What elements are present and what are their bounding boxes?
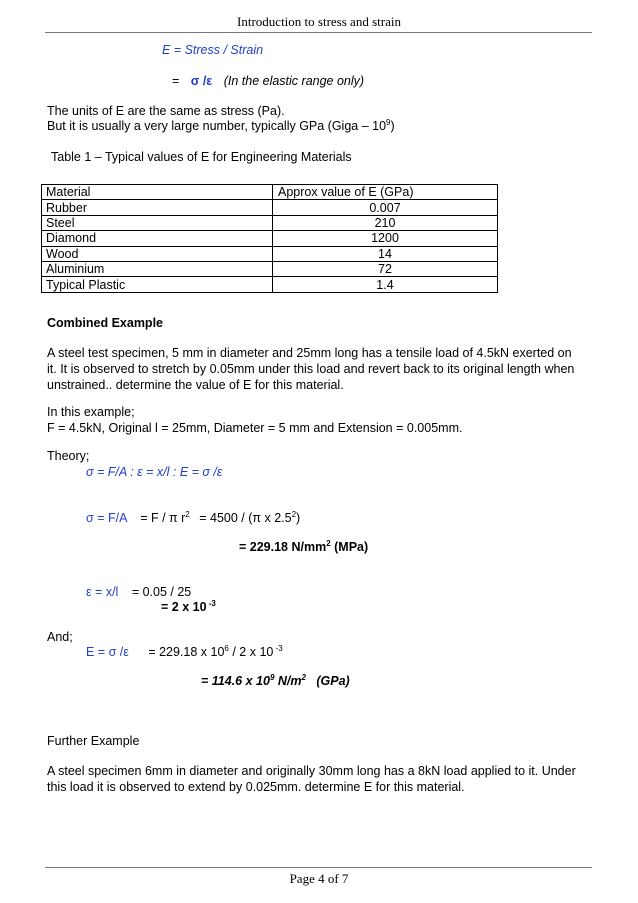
table-row xyxy=(42,231,498,246)
material-cell: Aluminium xyxy=(42,261,273,276)
equals-sign: = xyxy=(172,74,180,88)
modulus-rhs xyxy=(148,645,282,659)
theory-formulas: σ = F/A : ε = x/l : E = σ /ε xyxy=(86,465,223,479)
modulus-result xyxy=(201,674,350,688)
strain-calculation xyxy=(86,585,191,599)
value-cell: 210 xyxy=(273,215,498,230)
material-cell: Diamond xyxy=(42,231,273,246)
paragraph-line: unstrained.. determine the value of E for this material. xyxy=(47,378,344,392)
table-row xyxy=(42,215,498,230)
paragraph-line: A steel specimen 6mm in diameter and originally 30mm long has a 8kN load applied to it. Under xyxy=(47,764,576,778)
paragraph-line: In this example; xyxy=(47,405,135,419)
combined-example-heading: Combined Example xyxy=(47,316,163,330)
modulus-rhs-exponent-2: -3 xyxy=(273,643,283,653)
column-header-material: Material xyxy=(42,185,273,200)
material-cell: Steel xyxy=(42,215,273,230)
material-cell: Rubber xyxy=(42,200,273,215)
elastic-range-note: (In the elastic range only) xyxy=(223,74,365,88)
value-cell: 1.4 xyxy=(273,277,498,292)
further-example-paragraph xyxy=(47,763,595,795)
material-cell: Wood xyxy=(42,246,273,261)
stress-rhs-b-exponent: 2 xyxy=(291,509,297,519)
combined-example-paragraph xyxy=(47,345,595,393)
units-line-2 xyxy=(47,119,395,133)
modulus-formula-line xyxy=(172,74,364,88)
modulus-table xyxy=(41,184,498,293)
strain-result xyxy=(161,600,216,614)
units-line-2-text: But it is usually a very large number, typically GPa (Giga – 10 xyxy=(47,119,387,133)
value-cell: 14 xyxy=(273,246,498,261)
header-rule xyxy=(45,32,592,33)
units-line-1: The units of E are the same as stress (Pa). xyxy=(47,104,285,118)
value-cell: 1200 xyxy=(273,231,498,246)
strain-result-exponent: -3 xyxy=(206,598,216,608)
modulus-rhs-exponent-1: 6 xyxy=(224,643,229,653)
modulus-result-exponent-2: 2 xyxy=(301,672,306,682)
example-given-values xyxy=(47,404,595,436)
table-row xyxy=(42,200,498,215)
strain-rhs: = 0.05 / 25 xyxy=(131,585,192,599)
stress-rhs-a xyxy=(140,511,190,525)
footer-rule xyxy=(45,867,592,868)
material-cell: Typical Plastic xyxy=(42,277,273,292)
column-header-value: Approx value of E (GPa) xyxy=(273,185,498,200)
paragraph-line: F = 4.5kN, Original l = 25mm, Diameter = 5 mm and Extension = 0.005mm. xyxy=(47,421,463,435)
modulus-lhs: E = σ /ε xyxy=(86,645,129,659)
strain-lhs: ε = x/l xyxy=(86,585,119,599)
page-number: Page 4 of 7 xyxy=(289,871,349,886)
table-row xyxy=(42,277,498,292)
stress-rhs-b-end: ) xyxy=(296,511,301,525)
modulus-rhs-text: = 229.18 x 10 xyxy=(148,645,225,659)
table-row xyxy=(42,261,498,276)
further-example-heading: Further Example xyxy=(47,734,140,748)
paragraph-line: it. It is observed to stretch by 0.05mm under this load and revert back to its original length when xyxy=(47,362,575,376)
modulus-definition: E = Stress / Strain xyxy=(162,43,264,57)
units-exponent: 9 xyxy=(386,117,391,127)
stress-lhs: σ = F/A xyxy=(86,511,127,525)
stress-result-text: = 229.18 N/mm xyxy=(239,540,327,554)
stress-result-exponent: 2 xyxy=(326,538,331,548)
stress-rhs-a-text: = F / π r xyxy=(140,511,186,525)
strain-result-text: = 2 x 10 xyxy=(161,600,207,614)
stress-rhs-a-exponent: 2 xyxy=(185,509,190,519)
modulus-result-text: = 114.6 x 10 xyxy=(201,674,270,688)
stress-rhs-b-text: = 4500 / (π x 2.5 xyxy=(199,511,292,525)
units-line-2-end: ) xyxy=(390,119,395,133)
value-cell: 0.007 xyxy=(273,200,498,215)
theory-label: Theory; xyxy=(47,449,90,463)
value-cell: 72 xyxy=(273,261,498,276)
modulus-rhs-mid: / 2 x 10 xyxy=(228,645,274,659)
table-header-row xyxy=(42,185,498,200)
stress-calculation xyxy=(86,511,300,525)
paragraph-line: A steel test specimen, 5 mm in diameter and 25mm long has a tensile load of 4.5kN exerted on xyxy=(47,346,572,360)
paragraph-line: this load it is observed to extend by 0.025mm. determine E for this material. xyxy=(47,780,465,794)
stress-result xyxy=(239,540,368,554)
table-caption: Table 1 – Typical values of E for Engineering Materials xyxy=(51,150,352,164)
stress-rhs-b xyxy=(199,511,300,525)
page-header-title: Introduction to stress and strain xyxy=(237,14,401,29)
modulus-result-unit: N/m xyxy=(274,674,302,688)
modulus-result-gpa: (GPa) xyxy=(305,674,350,688)
and-label: And; xyxy=(47,630,73,644)
sigma-over-epsilon: σ /ε xyxy=(190,74,213,88)
modulus-calculation xyxy=(86,645,283,659)
stress-result-unit: (MPa) xyxy=(330,540,369,554)
table-row xyxy=(42,246,498,261)
modulus-result-exponent-1: 9 xyxy=(269,672,275,682)
